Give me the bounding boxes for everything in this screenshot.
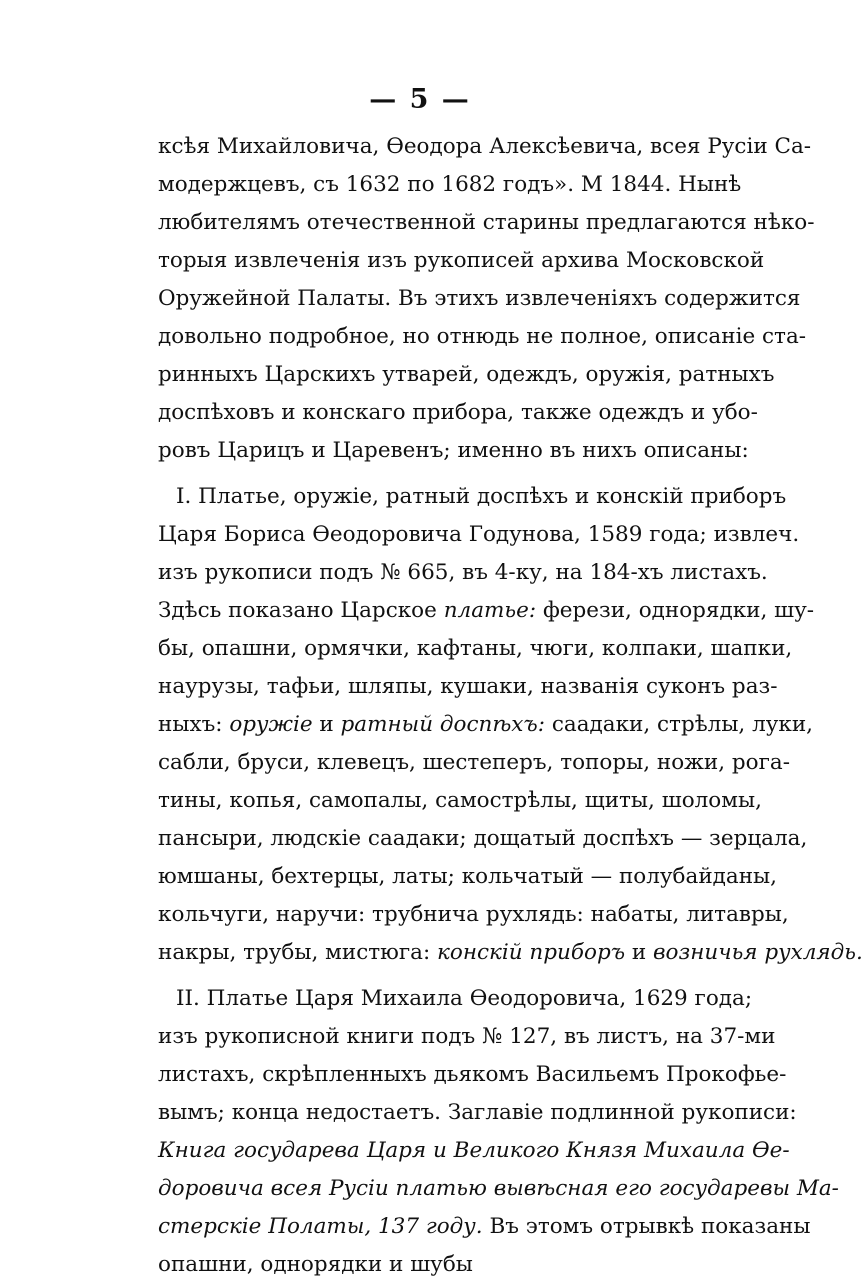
page-number: — 5 — (369, 84, 471, 115)
italic-term: конскій приборъ (437, 940, 626, 965)
text-line: изъ рукописи подъ № 665, въ 4-ку, на 184-хъ листахъ. (158, 560, 768, 585)
text-line: модержцевъ, съ 1632 по 1682 годъ». М 1844. Нынѣ (158, 172, 742, 197)
text-line: юмшаны, бехтерцы, латы; кольчатый — полубайданы, (158, 864, 777, 889)
text-line: доспѣховъ и конскаго прибора, также одеждъ и убо- (158, 400, 758, 425)
text-line: опашни, однорядки и шубы (158, 1252, 473, 1277)
text-line: вымъ; конца недостаетъ. Заглавіе подлинной рукописи: (158, 1100, 797, 1125)
text-line (158, 1208, 811, 1246)
text-line: тины, копья, самопалы, самострѣлы, щиты, шоломы, (158, 788, 762, 813)
text-line (158, 592, 815, 630)
text-line: торыя извлеченія изъ рукописей архива Московской (158, 248, 765, 273)
text-line: кольчуги, наручи: трубнича рухлядь: набаты, литавры, (158, 902, 789, 927)
paragraph-section-1 (158, 478, 863, 972)
text-run: и (625, 940, 654, 965)
text-line: ксѣя Михайловича, Ѳеодора Алексѣевича, всея Русіи Са- (158, 134, 812, 159)
text-run: Здѣсь показано Царское (158, 598, 444, 623)
text-run: и (312, 712, 341, 737)
text-line: листахъ, скрѣпленныхъ дьякомъ Васильемъ Прокофье- (158, 1062, 787, 1087)
text-line (158, 706, 814, 744)
text-run: саадаки, стрѣлы, луки, (545, 712, 814, 737)
italic-term: оружіе (229, 712, 313, 737)
text-line: бы, опашни, ормячки, кафтаны, чюги, колпаки, шапки, (158, 636, 793, 661)
text-line: пансыри, людскіе саадаки; дощатый доспѣхъ — зерцала, (158, 826, 808, 851)
text-line: I. Платье, оружіе, ратный доспѣхъ и конскій приборъ (176, 484, 787, 509)
italic-term: ратный доспѣхъ: (340, 712, 545, 737)
paragraph-section-2 (158, 980, 839, 1284)
text-run: ферези, однорядки, шу- (536, 598, 815, 623)
text-line (158, 934, 863, 972)
text-line: изъ рукописной книги подъ № 127, въ листъ, на 37-ми (158, 1024, 776, 1049)
text-line: ровъ Царицъ и Царевенъ; именно въ нихъ описаны: (158, 438, 749, 463)
text-line: любителямъ отечественной старины предлагаются нѣко- (158, 210, 815, 235)
italic-term: платье: (443, 598, 537, 623)
paragraph-intro (158, 128, 815, 470)
text-line: доровича всея Русіи платью вывѣсная его государевы Ма- (158, 1176, 839, 1201)
text-line: сабли, бруси, клевецъ, шестеперъ, топоры, ножи, рога- (158, 750, 790, 775)
text-run: накры, трубы, мистюга: (158, 940, 438, 965)
text-line: ринныхъ Царскихъ утварей, одеждъ, оружія, ратныхъ (158, 362, 775, 387)
text-run: Въ этомъ отрывкѣ показаны (482, 1214, 811, 1239)
text-line: наурузы, тафьи, шляпы, кушаки, названія суконъ раз- (158, 674, 778, 699)
text-line: II. Платье Царя Михаила Ѳеодоровича, 1629 года; (176, 986, 753, 1011)
text-line: Книга государева Царя и Великого Князя Михаила Ѳе- (158, 1138, 790, 1163)
italic-term: возничья рухлядь. (653, 940, 863, 965)
text-run: ныхъ: (158, 712, 230, 737)
text-line: Царя Бориса Ѳеодоровича Годунова, 1589 года; извлеч. (158, 522, 800, 547)
body-text (158, 128, 863, 1284)
text-line: довольно подробное, но отнюдь не полное, описаніе ста- (158, 324, 807, 349)
italic-title: стерскіе Полаты, 137 году. (158, 1214, 483, 1239)
text-line: Оружейной Палаты. Въ этихъ извлеченіяхъ содержится (158, 286, 801, 311)
